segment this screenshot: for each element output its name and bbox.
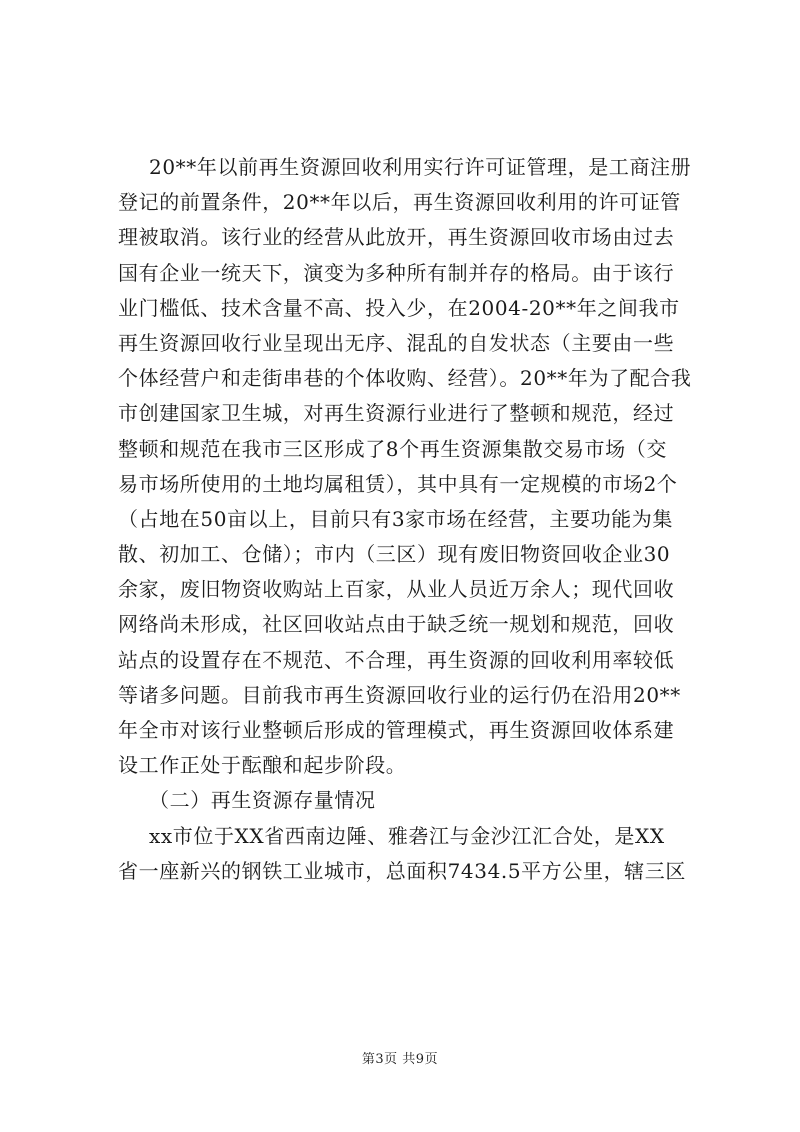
page-footer: 第3页 共9页 <box>361 1052 439 1067</box>
paragraph-1-line-7: 个体经营户和走街串巷的个体收购、经营）。20**年为了配合我 <box>118 366 692 391</box>
paragraph-1-line-6: 再生资源回收行业呈现出无序、混乱的自发状态（主要由一些 <box>118 330 675 355</box>
paragraph-1-line-12: 散、初加工、仓储）；市内（三区）现有废旧物资回收企业30 <box>118 542 671 567</box>
document-body <box>118 150 718 889</box>
paragraph-1-line-14: 网络尚未形成，社区回收站点由于缺乏统一规划和规范，回收 <box>118 612 675 637</box>
paragraph-1-line-5: 业门槛低、技术含量不高、投入少，在2004-20**年之间我市 <box>118 295 680 320</box>
paragraph-1-line-2: 登记的前置条件，20**年以后，再生资源回收利用的许可证管 <box>118 190 681 215</box>
paragraph-1-line-10: 易市场所使用的土地均属租赁），其中具有一定规模的市场2个 <box>118 471 678 496</box>
paragraph-1-line-18: 设工作正处于酝酿和起步阶段。 <box>118 753 407 778</box>
paragraph-1-line-13: 余家，废旧物资收购站上百家，从业人员近万余人；现代回收 <box>118 577 675 602</box>
paragraph-2-line-1: xx市位于XX省西南边陲、雅砻江与金沙江汇合处，是XX <box>149 823 665 848</box>
paragraph-1-line-11: （占地在50亩以上，目前只有3家市场在经营，主要功能为集 <box>118 506 673 531</box>
paragraph-1-line-17: 年全市对该行业整顿后形成的管理模式，再生资源回收体系建 <box>118 718 675 742</box>
section-heading: （二）再生资源存量情况 <box>149 788 376 813</box>
paragraph-1-line-9: 整顿和规范在我市三区形成了8个再生资源集散交易市场（交 <box>118 436 667 461</box>
paragraph-1-line-8: 市创建国家卫生城，对再生资源行业进行了整顿和规范，经过 <box>118 401 675 426</box>
paragraph-2-line-2: 省一座新兴的钢铁工业城市，总面积7434.5平方公里，辖三区 <box>118 858 686 883</box>
paragraph-1-line-4: 国有企业一统天下，演变为多种所有制并存的格局。由于该行 <box>118 260 675 285</box>
paragraph-1-line-1: 20**年以前再生资源回收利用实行许可证管理，是工商注册 <box>149 155 692 179</box>
paragraph-1-line-15: 站点的设置存在不规范、不合理，再生资源的回收利用率较低 <box>118 647 675 672</box>
paragraph-1-line-16: 等诸多问题。目前我市再生资源回收行业的运行仍在沿用20** <box>118 682 681 707</box>
paragraph-1-line-3: 理被取消。该行业的经营从此放开，再生资源回收市场由过去 <box>118 225 675 250</box>
